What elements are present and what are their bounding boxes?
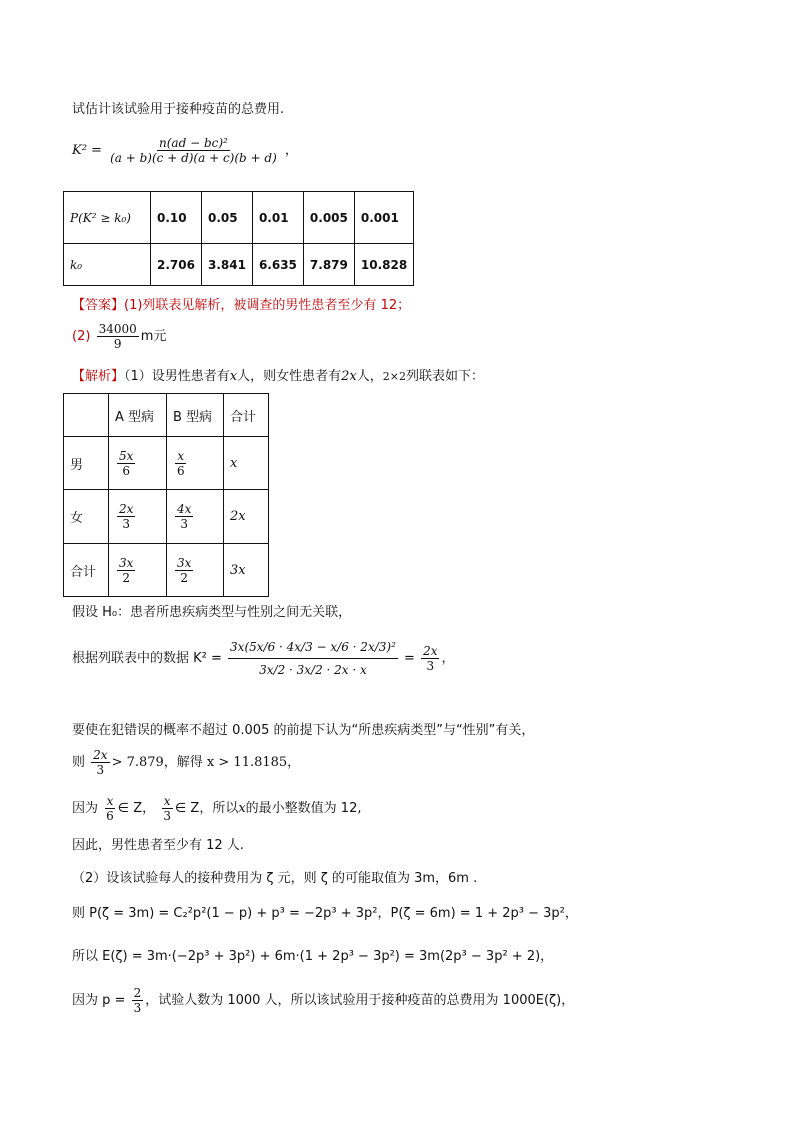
since-text: 因为 xyxy=(72,801,99,816)
k2-fraction xyxy=(108,136,279,165)
calc-fraction xyxy=(228,636,398,681)
table-cell: 6.635 xyxy=(252,244,303,286)
intro-text: 试估计该试验用于接种疫苗的总费用. xyxy=(72,102,285,117)
then-fraction xyxy=(91,748,109,777)
then-den: 3 xyxy=(96,763,105,777)
cell-den: 6 xyxy=(122,463,131,478)
cell-den: 2 xyxy=(180,570,189,585)
row-label: 女 xyxy=(64,490,109,544)
table-header: A 型病 xyxy=(109,394,167,437)
table-cell: 0.05 xyxy=(201,192,252,244)
cell-num: x xyxy=(177,448,185,463)
k2-denominator: (a + b)(c + d)(a + c)(b + d) xyxy=(110,151,277,165)
since-num: x xyxy=(163,794,171,808)
table-cell: P(K² ≥ k₀) xyxy=(64,192,151,244)
cell-den: 2 xyxy=(122,570,131,585)
answer-line-2 xyxy=(72,322,166,351)
then-line xyxy=(72,748,300,777)
table-cell: x xyxy=(224,437,269,490)
cell-num: 2x xyxy=(119,502,134,516)
answer-fraction-num: 34000 xyxy=(98,322,137,336)
analysis-text: 列联表如下： xyxy=(406,369,485,384)
table-size: 2×2 xyxy=(382,370,406,383)
answer-fraction-den: 9 xyxy=(113,337,122,351)
since-fraction-1 xyxy=(104,794,116,823)
table-cell: 0.005 xyxy=(303,192,354,244)
table-row xyxy=(64,544,269,597)
analysis-label: 【解析】 xyxy=(72,369,125,384)
cell-num: 3x xyxy=(177,555,192,570)
k2-numerator: n(ad − bc)² xyxy=(159,136,228,150)
critical-value-table xyxy=(63,191,414,286)
table-cell xyxy=(167,490,224,544)
table-row xyxy=(64,394,269,437)
table-cell: 3.841 xyxy=(201,244,252,286)
table-cell: k₀ xyxy=(64,244,151,286)
answer-label: 【答案】 xyxy=(72,298,125,313)
table-cell: 10.828 xyxy=(354,244,413,286)
analysis-line-1 xyxy=(72,368,484,386)
table-cell: 0.01 xyxy=(252,192,303,244)
var-x: x xyxy=(238,801,246,816)
answer-part2-prefix: (2) xyxy=(72,329,91,344)
final-den: 3 xyxy=(133,1001,142,1015)
analysis-text: （1）设男性患者有 xyxy=(124,369,230,384)
table-header: 合计 xyxy=(224,394,269,437)
calc-result xyxy=(421,644,439,673)
var-x: x xyxy=(229,369,238,384)
cell-den: 3 xyxy=(122,517,131,531)
table-cell xyxy=(109,490,167,544)
table-cell xyxy=(167,437,224,490)
table-row xyxy=(64,192,414,244)
table-cell: 2.706 xyxy=(151,244,202,286)
final-fraction xyxy=(132,986,144,1015)
calc-eq: = xyxy=(404,651,415,666)
table-cell xyxy=(109,544,167,597)
since-fraction-2 xyxy=(161,794,173,823)
answer-fraction xyxy=(97,322,139,351)
table-cell: 2x xyxy=(224,490,269,544)
cell-num: 5x xyxy=(119,448,134,463)
analysis-text: 人， xyxy=(356,369,383,384)
table-cell: 0.001 xyxy=(354,192,413,244)
cell-den: 3 xyxy=(180,517,189,531)
probability-line: 则 P(ζ = 3m) = C₂²p²(1 − p) + p³ = −2p³ + 3p²，P(ζ = 6m) = 1 + 2p³ − 3p²， xyxy=(72,906,578,921)
expectation-line: 所以 E(ζ) = 3m·(−2p³ + 3p²) + 6m·(1 + 2p³ − 3p²) = 3m(2p³ − 3p² + 2)， xyxy=(72,949,554,964)
final-text: ，试验人数为 1000 人，所以该试验用于接种疫苗的总费用为 1000E(ζ)， xyxy=(145,993,575,1008)
then-num: 2x xyxy=(93,748,108,762)
table-cell: 0.10 xyxy=(151,192,202,244)
part2-text: （2）设该试验每人的接种费用为 ζ 元，则 ζ 的可能取值为 3m，6m . xyxy=(72,871,478,886)
table-cell xyxy=(109,437,167,490)
calc-line xyxy=(72,636,455,681)
cell-den: 6 xyxy=(177,463,185,478)
answer-part2-suffix: m元 xyxy=(140,329,167,344)
table-row xyxy=(64,490,269,544)
cell-num: 3x xyxy=(119,555,134,570)
answer-part1: (1)列联表见解析，被调查的男性患者至少有 12； xyxy=(124,298,411,313)
row-label: 男 xyxy=(64,437,109,490)
then-prefix: 则 xyxy=(72,755,86,770)
answer-line-1 xyxy=(72,297,410,315)
since-den: 3 xyxy=(163,809,171,823)
final-text: 因为 p = xyxy=(72,993,126,1008)
cell-num: 4x xyxy=(177,502,192,516)
table-header: B 型病 xyxy=(167,394,224,437)
calc-prefix: 根据列联表中的数据 K² = xyxy=(72,651,222,666)
table-header xyxy=(64,394,109,437)
since-num: x xyxy=(106,794,114,808)
table-cell: 3x xyxy=(224,544,269,597)
contingency-table xyxy=(63,393,269,597)
conclusion-text: 因此，男性患者至少有 12 人. xyxy=(72,838,244,853)
final-line xyxy=(72,986,574,1015)
k2-formula xyxy=(72,136,298,165)
since-text: ∈ Z，所以 xyxy=(174,801,239,816)
row-label: 合计 xyxy=(64,544,109,597)
since-text: 的最小整数值为 12, xyxy=(245,801,362,816)
table-row xyxy=(64,244,414,286)
hypothesis-text: 假设 H₀：患者所患疾病类型与性别之间无关联， xyxy=(72,605,352,620)
var-2x: 2x xyxy=(341,369,357,384)
calc-denominator: 3x/2 · 3x/2 · 2x · x xyxy=(259,663,367,677)
k2-lhs: K² = xyxy=(72,143,102,158)
table-cell xyxy=(167,544,224,597)
since-text: ∈ Z， xyxy=(117,801,156,816)
k2-tail: ， xyxy=(284,143,298,158)
since-line xyxy=(72,794,361,823)
calc-numerator: 3x(5x/6 · 4x/3 − x/6 · 2x/3)² xyxy=(228,636,398,659)
final-num: 2 xyxy=(133,986,142,1000)
calc-result-num: 2x xyxy=(423,644,438,658)
analysis-text: 人，则女性患者有 xyxy=(237,369,342,384)
calc-tail: ， xyxy=(441,651,455,666)
condition-text: 要使在犯错误的概率不超过 0.005 的前提下认为“所患疾病类型”与“性别”有关， xyxy=(72,723,535,738)
since-den: 6 xyxy=(106,809,114,823)
table-cell: 7.879 xyxy=(303,244,354,286)
table-row xyxy=(64,437,269,490)
then-rest: > 7.879，解得 x > 11.8185， xyxy=(111,755,301,770)
calc-result-den: 3 xyxy=(426,659,435,673)
